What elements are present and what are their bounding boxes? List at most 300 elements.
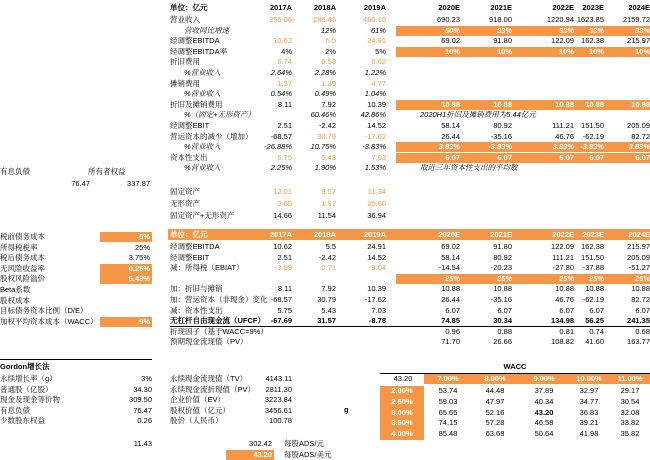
fcf-row-label[interactable]: 加：营运资本（非现金）变化	[170, 295, 268, 304]
value-cell[interactable]: 2.25%	[270, 163, 292, 173]
year-header[interactable]: 2021E	[490, 3, 512, 12]
fcf-value[interactable]: -62.19	[582, 295, 604, 304]
gordon-right-label[interactable]: 永续现金流折现值（PV）	[170, 384, 256, 394]
footer-left-value[interactable]: 11.43	[133, 439, 152, 448]
fcf-value[interactable]: 31.57	[317, 316, 336, 326]
sensitivity-value[interactable]: 32.08	[620, 407, 640, 417]
value-cell[interactable]: 111.21	[552, 121, 574, 130]
fcf-value[interactable]: 111.21	[552, 252, 574, 262]
value-cell[interactable]: 0.49%	[314, 89, 336, 99]
fcf-value[interactable]: -35.16	[490, 295, 512, 304]
value-cell[interactable]: 2.64%	[270, 68, 292, 77]
value-cell[interactable]: 8.11	[277, 99, 292, 109]
value-cell[interactable]: 10.88	[441, 99, 460, 109]
value-cell[interactable]: 91.80	[493, 36, 512, 46]
value-cell[interactable]: 10%	[558, 46, 574, 56]
value-cell[interactable]	[560, 79, 604, 89]
sensitivity-value[interactable]: 65.65	[438, 407, 458, 417]
value-cell[interactable]	[400, 57, 460, 67]
fcf-value[interactable]: 163.77	[627, 337, 650, 347]
fcf-year-header[interactable]: 2022E	[552, 230, 574, 239]
unit-label[interactable]: 单位：亿元	[170, 3, 208, 12]
value-cell[interactable]: 6.07	[589, 152, 604, 162]
fcf-value[interactable]: 69.02	[441, 242, 460, 251]
g-row-header[interactable]: 2.50%	[391, 396, 413, 406]
value-cell[interactable]: 33%	[588, 25, 604, 35]
wacc-param-value[interactable]: 5%	[139, 232, 150, 241]
gordon-value[interactable]: 76.47	[133, 405, 152, 415]
value-cell[interactable]	[400, 89, 460, 99]
value-cell[interactable]: 2159.72	[622, 15, 650, 24]
fcf-value[interactable]: 8.11	[277, 284, 292, 294]
value-cell[interactable]: 14.52	[367, 121, 386, 130]
fcf-value[interactable]: 0.68	[635, 326, 650, 336]
fcf-value[interactable]: 0.96	[445, 326, 460, 336]
wacc-param-value[interactable]	[100, 285, 152, 295]
value-cell[interactable]: 6.74	[277, 57, 292, 67]
gordon-right-value[interactable]: 4143.11	[265, 374, 292, 383]
gordon-label[interactable]: 有息负债	[0, 405, 30, 415]
fcf-value[interactable]: 10.88	[493, 284, 512, 294]
value-cell[interactable]: 5.62	[371, 57, 386, 67]
wacc-title[interactable]: WACC	[503, 362, 527, 371]
value-cell[interactable]: 46.76	[555, 131, 574, 141]
asset-label[interactable]: 固定资产+无形资产	[170, 211, 235, 220]
g-axis-label[interactable]: g	[344, 405, 349, 414]
fcf-value[interactable]: 10.88	[631, 284, 650, 294]
sensitivity-value[interactable]: 50.64	[534, 429, 554, 439]
value-cell[interactable]	[604, 79, 650, 89]
fcf-value[interactable]: -2.42	[318, 252, 336, 262]
value-cell[interactable]: 6.07	[559, 152, 574, 162]
value-cell[interactable]: 33%	[496, 25, 512, 35]
equity-value[interactable]: 337.87	[127, 179, 150, 188]
value-cell[interactable]: 10.75%	[310, 142, 336, 152]
row-label[interactable]: 经调整EBITDA	[170, 36, 220, 46]
value-cell[interactable]: -62.19	[582, 131, 604, 141]
gordon-value[interactable]: 3%	[141, 374, 152, 383]
fcf-value[interactable]: 25%	[496, 273, 512, 283]
gordon-right-value[interactable]: 100.78	[269, 416, 292, 426]
fcf-value[interactable]: 46.76	[555, 295, 574, 304]
fcf-value[interactable]: -37.88	[582, 263, 604, 273]
ads-value[interactable]: 302.42	[249, 439, 272, 448]
value-cell[interactable]: 82.72	[631, 131, 650, 141]
gordon-right-label[interactable]: 股权价值（亿元）	[170, 405, 230, 415]
fcf-value[interactable]	[292, 274, 336, 284]
wacc-param-value[interactable]: 5.43%	[128, 274, 150, 284]
fcf-value[interactable]: -14.54	[438, 263, 460, 273]
sensitivity-value[interactable]: 43.20	[534, 407, 554, 417]
wacc-param-value[interactable]	[100, 296, 152, 306]
value-cell[interactable]: 3.83%	[438, 142, 460, 152]
fcf-value[interactable]: 122.09	[551, 242, 574, 251]
fcf-value[interactable]: 7.03	[371, 305, 386, 315]
asset-value[interactable]: 1.97	[321, 199, 336, 208]
asset-label[interactable]: 固定资产	[170, 187, 200, 196]
wacc-param-value[interactable]: 0.25%	[128, 263, 150, 273]
gordon-right-value[interactable]: 3223.84	[264, 395, 292, 405]
wacc-param-label[interactable]: 所得税税率	[0, 242, 38, 252]
value-cell[interactable]: 2%	[325, 46, 336, 56]
fcf-value[interactable]: 10.88	[585, 284, 604, 294]
gordon-value[interactable]: 34.30	[133, 384, 152, 394]
fcf-value[interactable]: 25%	[634, 273, 650, 283]
value-cell[interactable]: 6.07	[497, 152, 512, 162]
value-cell[interactable]	[244, 110, 292, 120]
value-cell[interactable]	[560, 57, 604, 67]
fcf-value[interactable]: 58.14	[441, 252, 460, 262]
wacc-col-header[interactable]: 7.00%	[437, 374, 459, 383]
fcf-value[interactable]: 30.79	[317, 295, 336, 304]
value-cell[interactable]: 918.00	[489, 15, 512, 24]
ads-usd-label[interactable]: 每股ADS/美元	[284, 450, 332, 459]
value-cell[interactable]: 10.88	[631, 99, 650, 109]
value-cell[interactable]: 5.5	[325, 36, 336, 46]
value-cell[interactable]: 6.53	[321, 57, 336, 67]
debt-label[interactable]: 有息负债	[0, 167, 30, 176]
value-cell[interactable]	[604, 68, 650, 78]
value-cell[interactable]: 3.83%	[552, 142, 574, 152]
wacc-param-label[interactable]: 加权平均资本成本（WACC）	[0, 316, 98, 326]
fcf-value[interactable]: 5.43	[321, 305, 336, 315]
value-cell[interactable]: 151.50	[581, 121, 604, 130]
year-header[interactable]: 2018A	[313, 3, 336, 12]
fcf-value[interactable]: 0.81	[559, 326, 574, 336]
fcf-value[interactable]: -27.80	[552, 263, 574, 273]
fcf-value[interactable]: 134.98	[551, 316, 574, 326]
sensitivity-value[interactable]: 35.82	[620, 429, 640, 439]
asset-value[interactable]: 36.94	[367, 211, 386, 220]
fcf-value[interactable]: -17.62	[364, 295, 386, 304]
fcf-value[interactable]: -67.69	[270, 316, 292, 326]
sensitivity-value[interactable]: 33.82	[620, 418, 640, 428]
row-label[interactable]: 折旧及摊销费用	[170, 99, 223, 109]
fcf-row-label[interactable]: 折现因子（基于WACC=9%）	[170, 326, 268, 336]
value-cell[interactable]: 50%	[444, 25, 460, 35]
capex-note[interactable]: 取近三年资本性支出的平均数	[420, 163, 518, 173]
fcf-value[interactable]: 14.52	[367, 252, 386, 262]
gordon-right-label[interactable]: 永续现金流现值（TV）	[170, 374, 248, 383]
fcf-row-label[interactable]: 减：所得税（EBIAT）	[170, 263, 244, 273]
value-cell[interactable]: 61%	[370, 25, 386, 35]
value-cell[interactable]: 26.44	[441, 131, 460, 141]
fcf-value[interactable]: 91.80	[493, 242, 512, 251]
asset-value[interactable]: 2.65	[277, 199, 292, 208]
value-cell[interactable]: 33%	[634, 25, 650, 35]
value-cell[interactable]: 7.92	[321, 99, 336, 109]
fcf-value[interactable]: 82.72	[631, 295, 650, 304]
year-header[interactable]: 2019A	[363, 3, 386, 12]
fcf-value[interactable]: 205.09	[627, 252, 650, 262]
fcf-year-header[interactable]: 2021E	[490, 230, 512, 239]
value-cell[interactable]: 4.77	[371, 78, 386, 88]
value-cell[interactable]: 12%	[320, 25, 336, 35]
fcf-value[interactable]: 26.44	[441, 295, 460, 304]
value-cell[interactable]: 0.54%	[270, 89, 292, 99]
fcf-year-header[interactable]: 2019A	[363, 230, 386, 239]
fcf-value[interactable]: 25%	[444, 273, 460, 283]
fcf-value[interactable]: 30.34	[493, 316, 512, 326]
row-label[interactable]: 经调整EBITDA率	[170, 46, 228, 56]
fcf-row-label[interactable]: 经调整EBIT	[170, 252, 210, 262]
value-cell[interactable]: 1.90%	[314, 163, 336, 173]
fcf-value[interactable]: -20.23	[490, 263, 512, 273]
depreciation-note[interactable]: 2020H1折旧及摊销费用为5.44亿元	[420, 110, 536, 120]
value-cell[interactable]: 1.53%	[364, 163, 386, 173]
value-cell[interactable]: 1.39	[321, 78, 336, 88]
row-label[interactable]: 折旧费用	[170, 57, 200, 67]
fcf-year-header[interactable]: 2020E	[438, 230, 460, 239]
sensitivity-value[interactable]: 29.17	[620, 386, 640, 395]
value-cell[interactable]: 10.88	[493, 99, 512, 109]
value-cell[interactable]: 42.86%	[360, 110, 386, 120]
fcf-row-label[interactable]: 经调整EBITDA	[170, 242, 220, 251]
fcf-value[interactable]: 6.07	[497, 305, 512, 315]
year-header[interactable]: 2020E	[438, 3, 460, 12]
sensitivity-value[interactable]: 53.74	[438, 386, 458, 395]
g-row-header[interactable]: 3.50%	[391, 418, 413, 428]
value-cell[interactable]: 286.46	[313, 15, 336, 24]
value-cell[interactable]	[462, 68, 512, 78]
value-cell[interactable]: 80.92	[493, 121, 512, 130]
fcf-value[interactable]: 162.38	[581, 242, 604, 251]
value-cell[interactable]: 10.88	[585, 99, 604, 109]
fcf-value[interactable]: -8.78	[368, 316, 386, 326]
fcf-value[interactable]	[338, 337, 386, 347]
sensitivity-value[interactable]: 34.77	[579, 396, 599, 406]
fcf-value[interactable]: 215.97	[627, 242, 650, 251]
fcf-value[interactable]: 0.88	[497, 326, 512, 336]
gordon-label[interactable]: 普通股（亿股）	[0, 384, 53, 394]
wacc-param-value[interactable]: 3.75%	[128, 253, 150, 263]
fcf-value[interactable]: 6.07	[635, 305, 650, 315]
value-cell[interactable]: -2.42	[318, 121, 336, 130]
fcf-unit-label[interactable]: 单位：亿元	[170, 230, 208, 239]
row-label[interactable]: %营业收入	[184, 68, 221, 77]
wacc-col-header[interactable]: 9.00%	[533, 374, 555, 383]
value-cell[interactable]: -17.62	[364, 131, 386, 141]
wacc-col-header[interactable]: 10.00%	[576, 374, 602, 383]
value-cell[interactable]: 1.04%	[364, 89, 386, 99]
fcf-value[interactable]	[292, 337, 336, 347]
value-cell[interactable]: 2.51	[277, 121, 292, 130]
value-cell[interactable]: -3.83%	[362, 142, 386, 152]
value-cell[interactable]	[462, 89, 512, 99]
value-cell[interactable]	[400, 68, 460, 78]
wacc-param-label[interactable]: 无风险收益率	[0, 263, 45, 273]
sensitivity-value[interactable]: 39.21	[579, 418, 599, 428]
year-header[interactable]: 2017A	[269, 3, 292, 12]
sensitivity-value[interactable]: 47.97	[485, 396, 505, 406]
fcf-value[interactable]: 80.92	[493, 252, 512, 262]
fcf-value[interactable]: 5.75	[277, 305, 292, 315]
fcf-value[interactable]: 6.07	[445, 305, 460, 315]
fcf-value[interactable]: 74.85	[441, 316, 460, 326]
fcf-value[interactable]	[338, 274, 386, 284]
fcf-row-label[interactable]: 无杠杆自由现金流（UFCF）	[170, 316, 265, 326]
value-cell[interactable]: 33%	[558, 25, 574, 35]
value-cell[interactable]: 30.79	[317, 131, 336, 141]
gordon-right-label[interactable]: 股价（人民币）	[170, 416, 223, 426]
fcf-value[interactable]: 6.07	[589, 305, 604, 315]
fcf-value[interactable]: 151.50	[581, 252, 604, 262]
row-label[interactable]: 营业收入	[170, 15, 200, 24]
ads-usd-value[interactable]: 43.20	[253, 450, 272, 459]
value-cell[interactable]	[462, 79, 512, 89]
asset-value[interactable]: 14.66	[273, 211, 292, 220]
sensitivity-value[interactable]: 32.97	[579, 386, 599, 395]
wacc-param-label[interactable]: 税前债务成本	[0, 232, 45, 241]
value-cell[interactable]: 10.88	[555, 99, 574, 109]
value-cell[interactable]: 58.14	[441, 121, 460, 130]
gordon-right-label[interactable]: 企业价值（EV）	[170, 395, 226, 405]
value-cell[interactable]: 5.75	[277, 152, 292, 162]
value-cell[interactable]: 10.62	[273, 36, 292, 46]
gordon-right-value[interactable]: 2811.30	[265, 384, 292, 394]
fcf-value[interactable]: 0.71	[321, 263, 336, 273]
fcf-value[interactable]: 71.70	[441, 337, 460, 347]
value-cell[interactable]	[560, 68, 604, 78]
gordon-right-value[interactable]: 3456.61	[264, 405, 292, 415]
fcf-value[interactable]	[244, 274, 292, 284]
value-cell[interactable]: 162.38	[581, 36, 604, 46]
wacc-param-label[interactable]: Beta系数	[0, 285, 31, 294]
g-row-header[interactable]: 4.00%	[391, 429, 413, 439]
sensitivity-value[interactable]: 41.98	[579, 429, 599, 439]
asset-value[interactable]: 9.57	[321, 187, 336, 196]
fcf-value[interactable]: 25%	[588, 273, 604, 283]
asset-value[interactable]: 11.34	[367, 187, 386, 196]
wacc-param-label[interactable]: 目标债务资本比例（D/E）	[0, 306, 88, 316]
value-cell[interactable]: -26.88%	[264, 142, 292, 152]
value-cell[interactable]: 1220.94	[546, 15, 574, 24]
value-cell[interactable]: 205.09	[627, 121, 650, 130]
fcf-year-header[interactable]: 2023E	[582, 230, 604, 239]
year-header[interactable]: 2023E	[582, 3, 604, 12]
fcf-value[interactable]: -3.99	[274, 263, 292, 273]
sensitivity-value[interactable]: 36.83	[579, 407, 599, 417]
value-cell[interactable]: -35.16	[490, 131, 512, 141]
debt-value[interactable]: 76.47	[71, 179, 90, 188]
sensitivity-value[interactable]: 63.68	[485, 429, 505, 439]
fcf-row-label[interactable]: 预期现金流现值（PV）	[170, 337, 248, 347]
fcf-value[interactable]: 10.62	[273, 242, 292, 251]
fcf-year-header[interactable]: 2024E	[628, 230, 650, 239]
row-label[interactable]: %（固定+无形资产）	[184, 110, 256, 120]
value-cell[interactable]	[604, 89, 650, 99]
value-cell[interactable]: 6.07	[445, 152, 460, 162]
wacc-param-label[interactable]: 股权成本	[0, 295, 30, 305]
row-label[interactable]: %营业收入	[184, 142, 221, 152]
value-cell[interactable]: 1.22%	[364, 68, 386, 77]
value-cell[interactable]: 122.09	[551, 36, 574, 46]
value-cell[interactable]: 69.02	[441, 36, 460, 46]
value-cell[interactable]: -3.83%	[580, 142, 604, 152]
row-label[interactable]: 经调整EBIT	[170, 121, 210, 130]
sensitivity-value[interactable]: 74.15	[438, 418, 458, 428]
value-cell[interactable]: 6.07	[635, 152, 650, 162]
fcf-value[interactable]: 24.91	[367, 242, 386, 251]
fcf-value[interactable]: -51.27	[628, 263, 650, 273]
value-cell[interactable]: 7.03	[371, 152, 386, 162]
value-cell[interactable]: -3.83%	[488, 142, 512, 152]
value-cell[interactable]: 215.97	[627, 36, 650, 46]
fcf-row-label[interactable]: 加：折旧与摊销	[170, 284, 223, 294]
fcf-value[interactable]: -68.57	[270, 295, 292, 304]
value-cell[interactable]	[560, 89, 604, 99]
value-cell[interactable]: 10%	[444, 46, 460, 56]
asset-label[interactable]: 无形资产	[170, 199, 200, 208]
sensitivity-value[interactable]: 37.89	[534, 386, 554, 395]
value-cell[interactable]: 10.39	[367, 99, 386, 109]
wacc-param-value[interactable]	[100, 306, 152, 316]
fcf-value[interactable]: 26.66	[493, 337, 512, 347]
value-cell[interactable]: 10%	[588, 46, 604, 56]
gordon-value[interactable]: 0.26	[137, 416, 152, 426]
row-label[interactable]: 营收同比增速	[184, 25, 229, 35]
value-cell[interactable]	[604, 57, 650, 67]
value-cell[interactable]: 3.83%	[628, 142, 650, 152]
fcf-value[interactable]: 10.39	[367, 284, 386, 294]
row-label[interactable]: 营运资本的减少（增加）	[170, 131, 253, 141]
fcf-value[interactable]: -9.04	[368, 263, 386, 273]
fcf-value[interactable]: 0.74	[589, 326, 604, 336]
sensitivity-value[interactable]: 85.48	[438, 429, 458, 439]
value-cell[interactable]: 690.23	[437, 15, 460, 24]
gordon-label[interactable]: 现金及现金等价物	[0, 395, 60, 405]
value-cell[interactable]: 5.43	[321, 152, 336, 162]
fcf-value[interactable]: 2.51	[277, 252, 292, 262]
ads-label[interactable]: 每股ADS/元	[284, 439, 325, 448]
fcf-value[interactable]: 6.07	[559, 305, 574, 315]
wacc-col-header[interactable]: 11.00%	[617, 374, 643, 383]
wacc-param-value[interactable]: 9%	[139, 316, 150, 326]
value-cell[interactable]: 1623.85	[576, 15, 604, 24]
value-cell[interactable]: 1.37	[277, 78, 292, 88]
row-label[interactable]: 摊销费用	[170, 78, 200, 88]
value-cell[interactable]: 460.15	[363, 15, 386, 24]
gordon-title[interactable]: Gordon增长法	[0, 362, 50, 371]
equity-label[interactable]: 所有者权益	[88, 167, 126, 176]
value-cell[interactable]: 4%	[281, 46, 292, 56]
year-header[interactable]: 2024E	[628, 3, 650, 12]
value-cell[interactable]: 5%	[375, 46, 386, 56]
sensitivity-value[interactable]: 57.28	[485, 418, 505, 428]
wacc-param-value[interactable]: 25%	[134, 242, 150, 252]
value-cell[interactable]	[244, 26, 292, 36]
value-cell[interactable]: 255.06	[269, 15, 292, 24]
fcf-value[interactable]	[244, 327, 292, 337]
fcf-value[interactable]: 108.82	[551, 337, 574, 347]
value-cell[interactable]: 60.46%	[310, 110, 336, 120]
row-label[interactable]: 资本性支出	[170, 152, 208, 162]
asset-value[interactable]: 25.60	[367, 199, 386, 208]
gordon-label[interactable]: 少数股东权益	[0, 416, 45, 426]
sensitivity-value[interactable]: 44.48	[485, 386, 505, 395]
value-cell[interactable]: 2.28%	[314, 68, 336, 77]
sensitivity-value[interactable]: 46.58	[534, 418, 554, 428]
fcf-value[interactable]: 5.5	[325, 242, 336, 251]
sensitivity-value[interactable]: 30.54	[620, 396, 640, 406]
sensitivity-value[interactable]: 52.16	[485, 407, 505, 417]
asset-value[interactable]: 11.54	[317, 211, 336, 220]
fcf-value[interactable]: 56.25	[585, 316, 604, 326]
fcf-value[interactable]: 25%	[558, 273, 574, 283]
wacc-col-header[interactable]: 8.00%	[484, 374, 506, 383]
fcf-value[interactable]: 41.60	[585, 337, 604, 347]
wacc-param-label[interactable]: 税后债务成本	[0, 253, 45, 263]
